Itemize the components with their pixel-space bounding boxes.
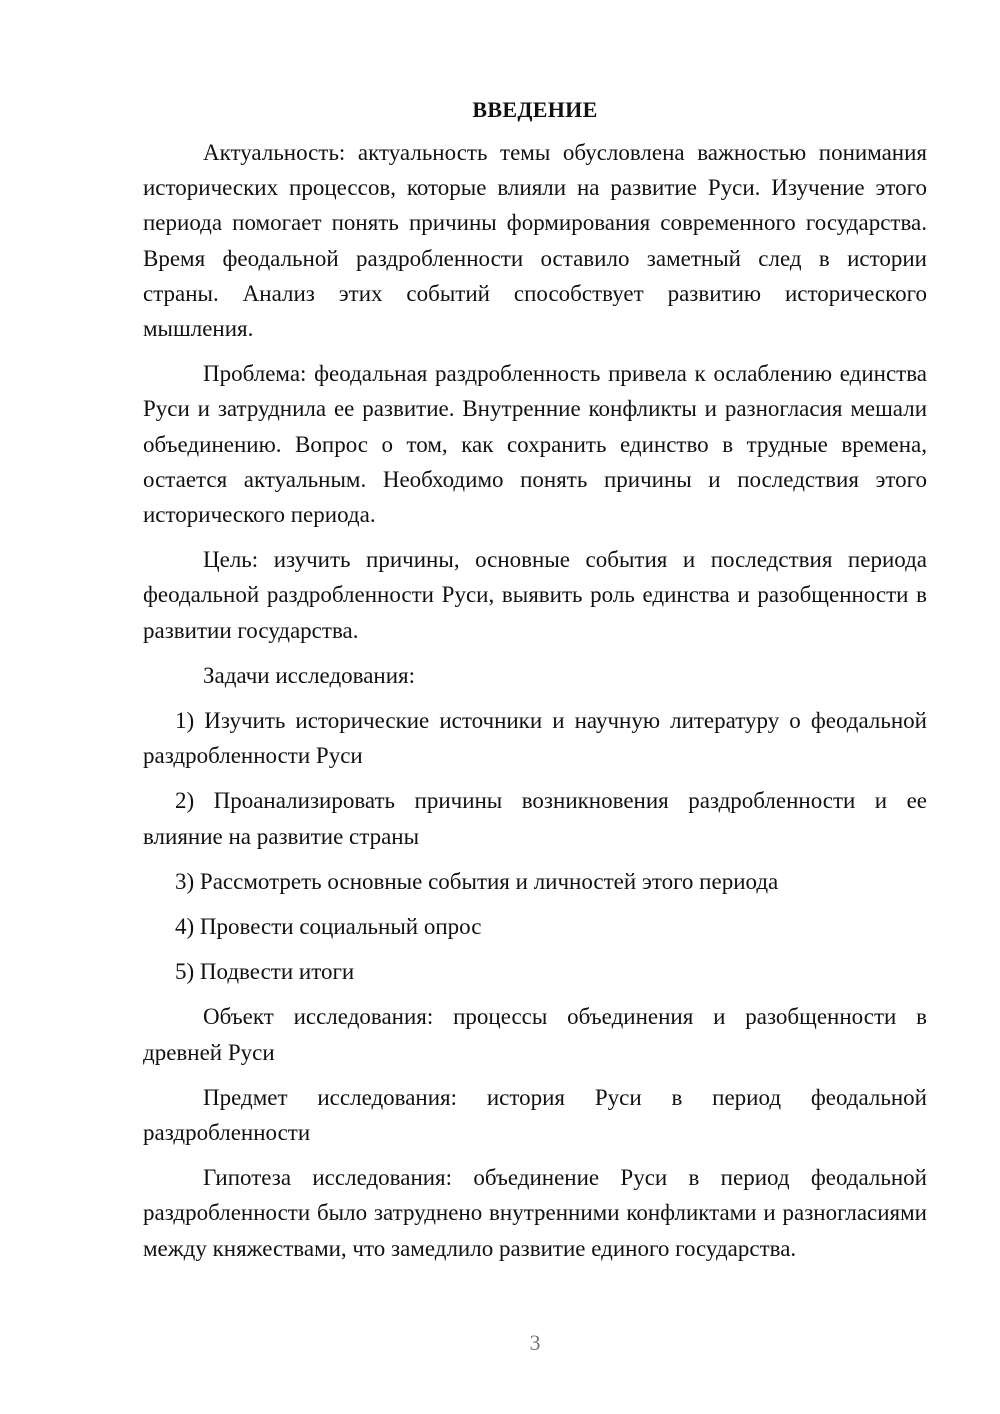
- object-paragraph: Объект исследования: процессы объединения и разобщенности в древней Руси: [143, 1004, 927, 1065]
- relevance-paragraph: Актуальность: актуальность темы обусловлена важностью понимания исторических процессов, которые влияли на развитие Руси. Изучение этого периода помогает понять причины формирования современного государства. Время феодальной раздробленности оставило заметный след в истории страны. Анализ этих событий способствует развитию исторического мышления.: [143, 140, 927, 342]
- list-item: 1) Изучить исторические источники и научную литературу о феодальной раздробленности Руси: [143, 708, 927, 769]
- list-item: 2) Проанализировать причины возникновения раздробленности и ее влияние на развитие страны: [143, 788, 927, 849]
- page-number: 3: [529, 1330, 541, 1355]
- document-page: [143, 92, 927, 1276]
- page-title: ВВЕДЕНИЕ: [472, 97, 598, 122]
- goal-paragraph: Цель: изучить причины, основные события и последствия периода феодальной раздробленности Руси, выявить роль единства и разобщенности в развитии государства.: [143, 547, 927, 643]
- subject-paragraph: Предмет исследования: история Руси в период феодальной раздробленности: [143, 1084, 927, 1146]
- list-item: 3) Рассмотреть основные события и личностей этого периода: [175, 868, 779, 894]
- tasks-heading: Задачи исследования:: [203, 662, 416, 688]
- problem-paragraph: Проблема: феодальная раздробленность привела к ослаблению единства Руси и затруднила ее развитие. Внутренние конфликты и разногласия мешали объединению. Вопрос о том, как сохранить единство в трудные времена, остается актуальным. Необходимо понять причины и последствия этого исторического периода.: [143, 361, 927, 528]
- list-item: 4) Провести социальный опрос: [175, 914, 482, 940]
- list-item: 5) Подвести итоги: [175, 959, 355, 985]
- hypothesis-paragraph: Гипотеза исследования: объединение Руси в период феодальной раздробленности было затруднено внутренними конфликтами и разногласиями между княжествами, что замедлило развитие единого государства.: [143, 1165, 927, 1261]
